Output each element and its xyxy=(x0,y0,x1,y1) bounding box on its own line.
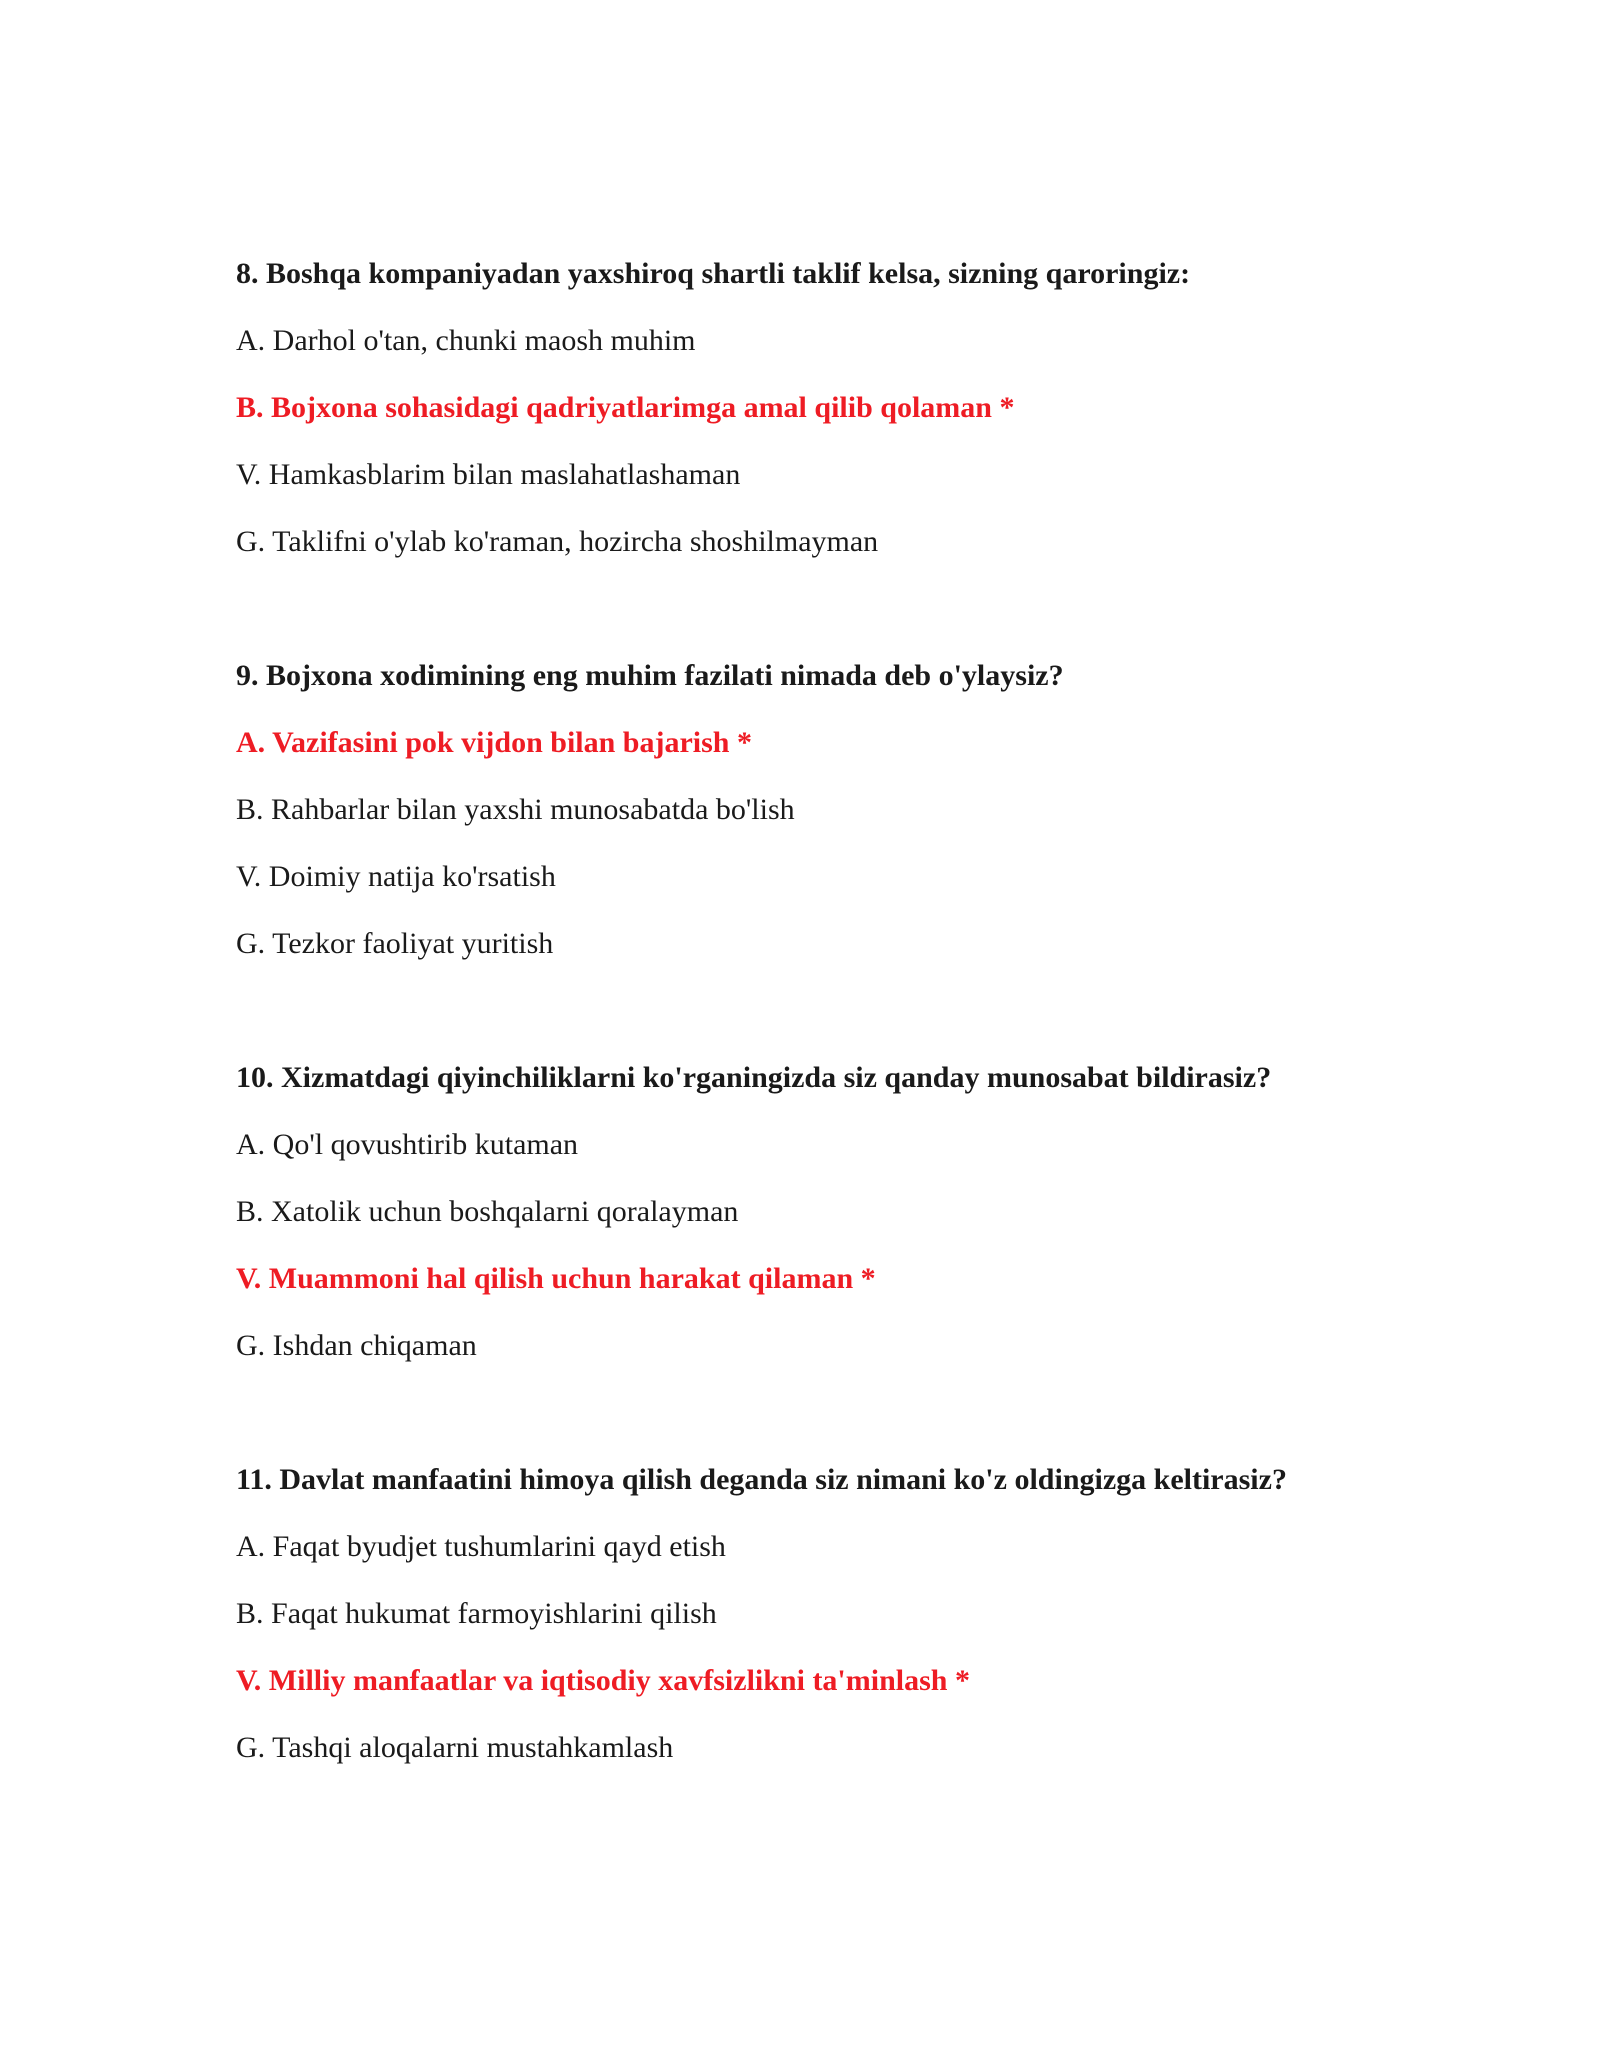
option-a: A. Darhol o'tan, chunki maosh muhim xyxy=(236,324,696,357)
option-a: A. Faqat byudjet tushumlarini qayd etish xyxy=(236,1530,726,1563)
option-v-correct: V. Muammoni hal qilish uchun harakat qilaman * xyxy=(236,1262,876,1295)
option-a-correct: A. Vazifasini pok vijdon bilan bajarish * xyxy=(236,726,752,759)
option-b: B. Rahbarlar bilan yaxshi munosabatda bo'lish xyxy=(236,793,795,826)
option-g: G. Tezkor faoliyat yuritish xyxy=(236,927,554,960)
option-b-correct: B. Bojxona sohasidagi qadriyatlarimga amal qilib qolaman * xyxy=(236,391,1015,424)
option-b: B. Xatolik uchun boshqalarni qoralayman xyxy=(236,1195,739,1228)
question-title: 9. Bojxona xodimining eng muhim fazilati nimada deb o'ylaysiz? xyxy=(236,659,1064,692)
option-g: G. Taklifni o'ylab ko'raman, hozircha shoshilmayman xyxy=(236,525,879,558)
option-g: G. Tashqi aloqalarni mustahkamlash xyxy=(236,1731,674,1764)
question-title: 8. Boshqa kompaniyadan yaxshiroq shartli taklif kelsa, sizning qaroringiz: xyxy=(236,257,1191,290)
option-g: G. Ishdan chiqaman xyxy=(236,1329,477,1362)
option-v-correct: V. Milliy manfaatlar va iqtisodiy xavfsizlikni ta'minlash * xyxy=(236,1664,970,1697)
option-b: B. Faqat hukumat farmoyishlarini qilish xyxy=(236,1597,717,1630)
option-a: A. Qo'l qovushtirib kutaman xyxy=(236,1128,579,1161)
question-title: 11. Davlat manfaatini himoya qilish deganda siz nimani ko'z oldingizga keltirasiz? xyxy=(236,1463,1287,1496)
option-v: V. Hamkasblarim bilan maslahatlashaman xyxy=(236,458,741,491)
question-title: 10. Xizmatdagi qiyinchiliklarni ko'rganingizda siz qanday munosabat bildirasiz? xyxy=(236,1061,1272,1094)
option-v: V. Doimiy natija ko'rsatish xyxy=(236,860,556,893)
